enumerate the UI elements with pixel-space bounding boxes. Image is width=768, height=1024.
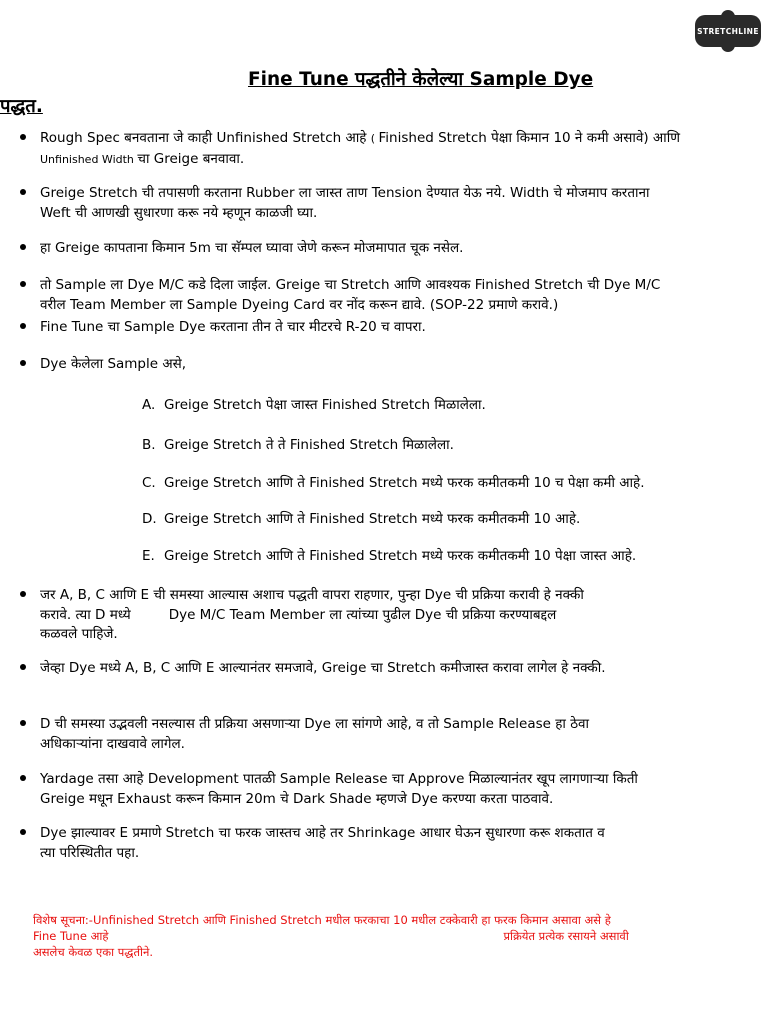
brand-logo: STRETCHLINE bbox=[695, 15, 761, 47]
bullet-dot bbox=[20, 323, 26, 329]
bullet-9-line-2: अधिकाऱ्यांना दाखवावे लागेल. bbox=[40, 736, 185, 752]
bullet-8-line-1: जेव्हा Dye मध्ये A, B, C आणि E आल्यानंतर समजावे, Greige चा Stretch कमीजास्त करावा लागेल हे नक्की. bbox=[40, 660, 606, 676]
option-c: C. Greige Stretch आणि ते Finished Stretch मध्ये फरक कमीतकमी 10 च पेक्षा कमी आहे. bbox=[142, 475, 645, 491]
bullet-6-line-1: Dye केलेला Sample असे, bbox=[40, 356, 187, 372]
bullet-dot bbox=[20, 189, 26, 195]
bullet-9-line-1: D ची समस्या उद्भवली नसल्यास ती प्रक्रिया असणाऱ्या Dye ला सांगणे आहे, व तो Sample Release हा ठेवा bbox=[40, 716, 590, 732]
bullet-dot bbox=[20, 775, 26, 781]
special-note-line-3: असलेच केवळ एका पद्धतीने. bbox=[33, 945, 154, 959]
bullet-dot bbox=[20, 591, 26, 597]
bullet-7-line-1: जर A, B, C आणि E ची समस्या आल्यास अशाच पद्धती वापरा राहणार, पुन्हा Dye ची प्रक्रिया करावी हे नक्की bbox=[40, 587, 584, 603]
bullet-10-line-2: Greige मधून Exhaust करून किमान 20m चे Dark Shade म्हणजे Dye करण्या करता पाठवावे. bbox=[40, 791, 554, 807]
bullet-5-line-1: Fine Tune चा Sample Dye करताना तीन ते चार मीटरचे R-20 च वापरा. bbox=[40, 319, 426, 335]
option-d: D. Greige Stretch आणि ते Finished Stretch मध्ये फरक कमीतकमी 10 आहे. bbox=[142, 511, 581, 527]
bullet-10-line-1: Yardage तसा आहे Development पातळी Sample Release चा Approve मिळाल्यानंतर खूप लागणाऱ्या किती bbox=[40, 771, 638, 787]
page-title-continued: पद्धत. bbox=[0, 96, 43, 117]
option-b: B. Greige Stretch ते ते Finished Stretch मिळालेला. bbox=[142, 437, 454, 453]
bullet-11-line-1: Dye झाल्यावर E प्रमाणे Stretch चा फरक जास्तच आहे तर Shrinkage आधार घेऊन सुधारणा करू शकतात व bbox=[40, 825, 605, 841]
bullet-2-line-2: Weft ची आणखी सुधारणा करू नये म्हणून काळजी घ्या. bbox=[40, 205, 318, 221]
bullet-1-line-2: Unfinished Width चा Greige बनवावा. bbox=[40, 151, 245, 167]
option-e: E. Greige Stretch आणि ते Finished Stretch मध्ये फरक कमीतकमी 10 पेक्षा जास्त आहे. bbox=[142, 548, 637, 564]
bullet-dot bbox=[20, 134, 26, 140]
bullet-3-line-1: हा Greige कापताना किमान 5m चा सॅम्पल घ्यावा जेणे करून मोजमापात चूक नसेल. bbox=[40, 240, 464, 256]
bullet-11-line-2: त्या परिस्थितीत पहा. bbox=[40, 845, 140, 861]
bullet-4-line-2: वरील Team Member ला Sample Dyeing Card वर नोंद करून द्यावे. (SOP-22 प्रमाणे करावे.) bbox=[40, 297, 559, 313]
bullet-1-line-1: Rough Spec बनवताना जे काही Unfinished Stretch आहे ( Finished Stretch पेक्षा किमान 10 ने कमी असावे) आणि bbox=[40, 130, 680, 146]
bullet-dot bbox=[20, 664, 26, 670]
bullet-dot bbox=[20, 720, 26, 726]
bullet-4-line-1: तो Sample ला Dye M/C कडे दिला जाईल. Greige चा Stretch आणि आवश्यक Finished Stretch ची Dye M/C bbox=[40, 277, 661, 293]
bullet-7-line-3: कळवले पाहिजे. bbox=[40, 626, 118, 642]
bullet-2-line-1: Greige Stretch ची तपासणी करताना Rubber ला जास्त ताण Tension देण्यात येऊ नये. Width चे मोजमाप करताना bbox=[40, 185, 650, 201]
page-title: Fine Tune पद्धतीने केलेल्या Sample Dye bbox=[248, 69, 594, 90]
bullet-dot bbox=[20, 360, 26, 366]
bullet-dot bbox=[20, 281, 26, 287]
option-a: A. Greige Stretch पेक्षा जास्त Finished Stretch मिळालेला. bbox=[142, 397, 486, 413]
special-note-line-2: Fine Tune आहे प्रक्रियेत प्रत्येक रसायने असावी bbox=[33, 929, 629, 943]
bullet-dot bbox=[20, 829, 26, 835]
bullet-dot bbox=[20, 244, 26, 250]
bullet-7-line-2: करावे. त्या D मध्ये Dye M/C Team Member ला त्यांच्या पुढील Dye ची प्रक्रिया करण्याबद्दल bbox=[40, 607, 557, 623]
special-note-line-1: विशेष सूचना:-Unfinished Stretch आणि Finished Stretch मधील फरकाचा 10 मधील टक्केवारी हा फरक किमान असावा असे हे bbox=[33, 913, 611, 927]
